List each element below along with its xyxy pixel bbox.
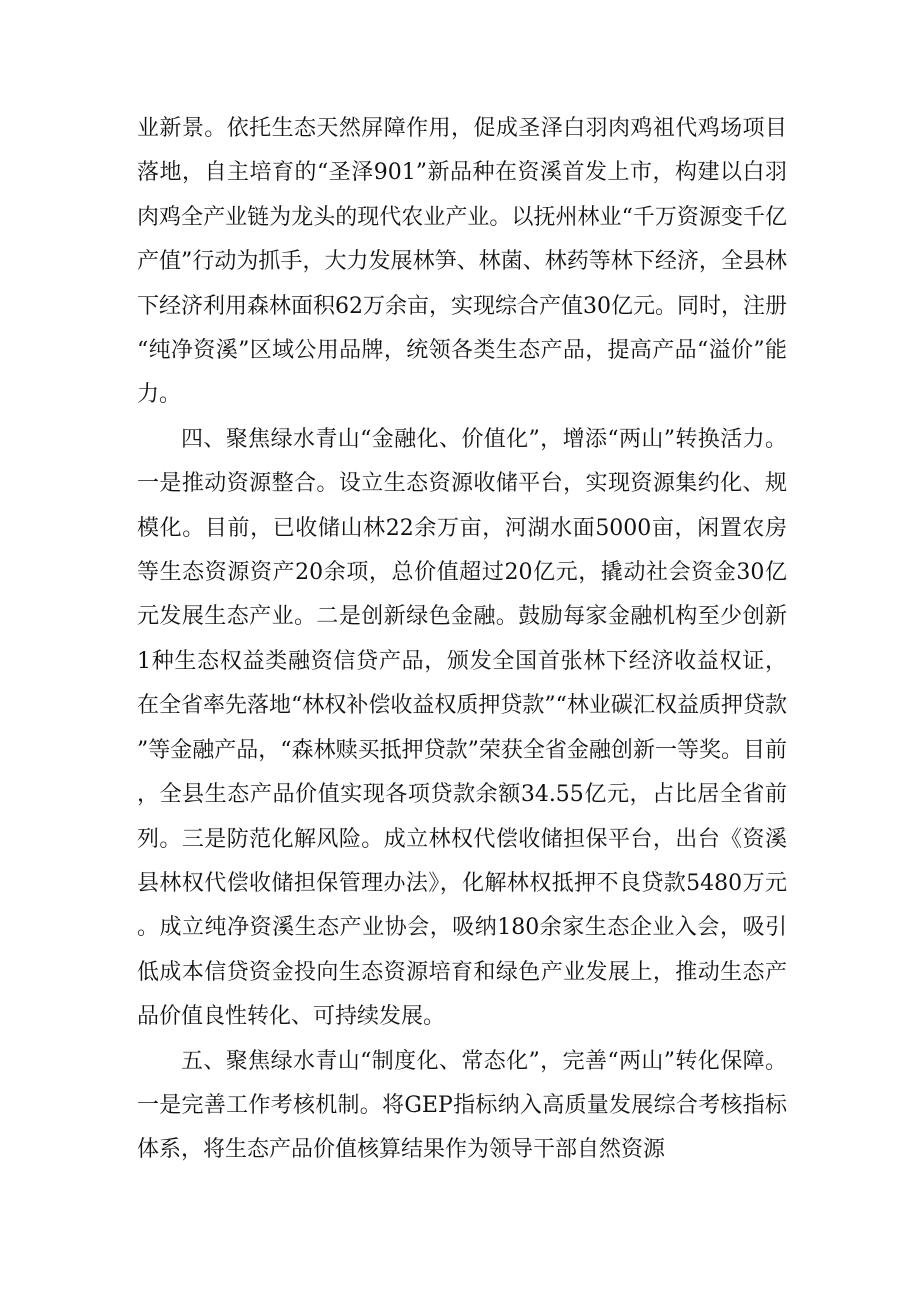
- paragraph-section-four: 四、聚焦绿水青山“金融化、价值化”，增添“两山”转换活力。一是推动资源整合。设立生态资源收储平台，实现资源集约化、规模化。目前，已收储山林22余万亩，河湖水面5000亩，闲置农房等生态资源资产20余项，总价值超过20亿元，撬动社会资金30亿元发展生态产业。二是创新绿色金融。鼓励每家金融机构至少创新1种生态权益类融资信贷产品，颁发全国首张林下经济收益权证，在全省率先落地“林权补偿收益权质押贷款”“林业碳汇权益质押贷款”等金融产品，“森林赎买抵押贷款”荣获全省金融创新一等奖。目前，全县生态产品价值实现各项贷款余额34.55亿元，占比居全省前列。三是防范化解风险。成立林权代偿收储担保平台，出台《资溪县林权代偿收储担保管理办法》，化解林权抵押不良贷款5480万元。成立纯净资溪生态产业协会，吸纳180余家生态企业入会，吸引低成本信贷资金投向生态资源培育和绿色产业发展上，推动生态产品价值良性转化、可持续发展。: [137, 426, 787, 1030]
- paragraph-continued: 业新景。依托生态天然屏障作用，促成圣泽白羽肉鸡祖代鸡场项目落地，自主培育的“圣泽901”新品种在资溪首发上市，构建以白羽肉鸡全产业链为龙头的现代农业产业。以抚州林业“千万资源变千亿产值”行动为抓手，大力发展林笋、林菌、林药等林下经济，全县林下经济利用森林面积62万余亩，实现综合产值30亿元。同时，注册“纯净资溪”区域公用品牌，统领各类生态产品，提高产品“溢价”能力。: [137, 116, 787, 408]
- document-body: [137, 107, 787, 1173]
- paragraph-section-five: 五、聚焦绿水青山“制度化、常态化”，完善“两山”转化保障。一是完善工作考核机制。将GEP指标纳入高质量发展综合考核指标体系，将生态产品价值核算结果作为领导干部自然资源: [137, 1048, 787, 1163]
